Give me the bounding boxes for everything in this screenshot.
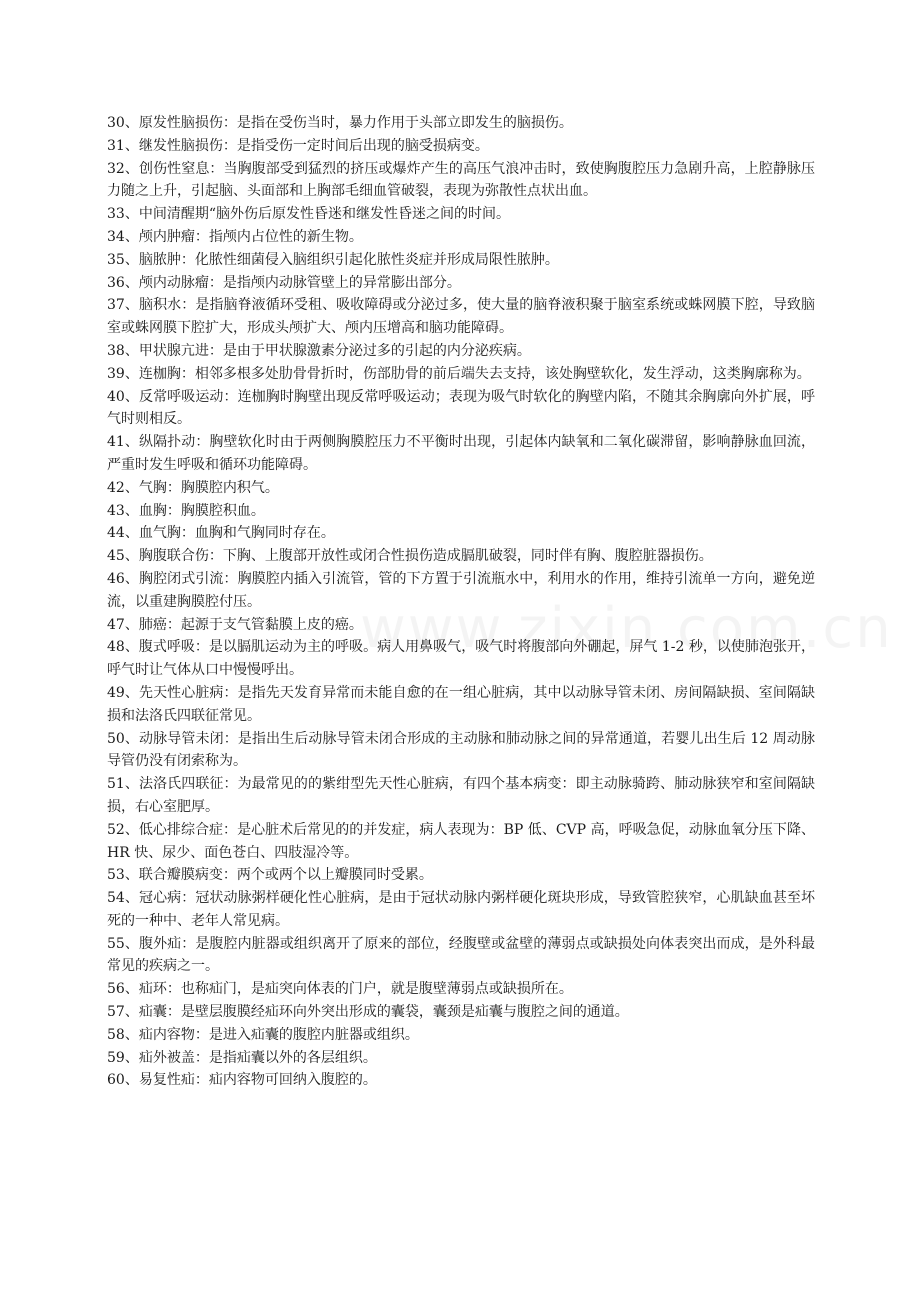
entry-54: 54、冠心病：冠状动脉粥样硬化性心脏病，是由于冠状动脉内粥样硬化斑块形成，导致管腔狭窄，心肌缺血甚至坏死的一种中、老年人常见病。 <box>107 890 815 929</box>
entry-60: 60、易复性疝：疝内容物可回纳入腹腔的。 <box>107 1072 377 1089</box>
entry-55: 55、腹外疝：是腹腔内脏器或组织离开了原来的部位，经腹壁或盆壁的薄弱点或缺损处向体表突出而成，是外科最常见的疾病之一。 <box>107 935 815 975</box>
entry-52: 52、低心排综合症：是心脏术后常见的的并发症，病人表现为：BP 低、CVP 高，呼吸急促，动脉血氧分压下降、HR 快、尿少、面色苍白、四肢湿冷等。 <box>107 821 815 861</box>
entry-32: 32、创伤性窒息：当胸腹部受到猛烈的挤压或爆炸产生的高压气浪冲击时，致使胸腹腔压力急剧升高，上腔静脉压力随之上升，引起脑、头面部和上胸部毛细血管破裂，表现为弥散性点状出血。 <box>107 160 815 200</box>
entry-45: 45、胸腹联合伤：下胸、上腹部开放性或闭合性损伤造成膈肌破裂，同时伴有胸、腹腔脏器损伤。 <box>107 548 713 565</box>
entry-48: 48、腹式呼吸：是以膈肌运动为主的呼吸。病人用鼻吸气，吸气时将腹部向外硼起，屏气 1-2 秒，以使肺泡张开，呼气时让气体从口中慢慢呼出。 <box>107 639 815 679</box>
entry-35: 35、脑脓肿：化脓性细菌侵入脑组织引起化脓性炎症并形成局限性脓肿。 <box>107 251 559 268</box>
entry-41: 41、纵隔扑动：胸壁软化时由于两侧胸膜腔压力不平衡时出现，引起体内缺氧和二氧化碳滞留，影响静脉血回流，严重时发生呼吸和循环功能障碍。 <box>107 434 815 473</box>
entry-43: 43、血胸：胸膜腔积血。 <box>107 502 265 519</box>
entry-46: 46、胸腔闭式引流：胸膜腔内插入引流管，管的下方置于引流瓶水中，利用水的作用，维持引流单一方向，避免逆流，以重建胸膜腔付压。 <box>107 570 815 610</box>
entry-40: 40、反常呼吸运动：连枷胸时胸壁出现反常呼吸运动；表现为吸气时软化的胸壁内陷，不随其余胸廓向外扩展，呼气时则相反。 <box>107 388 815 428</box>
entry-47: 47、肺癌：起源于支气管黏膜上皮的癌。 <box>107 616 363 633</box>
entry-30: 30、原发性脑损伤：是指在受伤当时，暴力作用于头部立即发生的脑损伤。 <box>107 115 573 131</box>
entry-31: 31、继发性脑损伤：是指受伤一定时间后出现的脑受损病变。 <box>107 137 489 154</box>
entry-53: 53、联合瓣膜病变：两个或两个以上瓣膜同时受累。 <box>107 867 433 884</box>
entry-56: 56、疝环：也称疝门，是疝突向体表的门户，就是腹壁薄弱点或缺损所在。 <box>107 981 573 998</box>
entry-50: 50、动脉导管未闭：是指出生后动脉导管未闭合形成的主动脉和肺动脉之间的异常通道，若婴儿出生后 12 周动脉导管仍没有闭索称为。 <box>107 730 815 770</box>
entry-57: 57、疝囊：是壁层腹膜经疝环向外突出形成的囊袋，囊颈是疝囊与腹腔之间的通道。 <box>107 1004 629 1021</box>
entry-42: 42、气胸：胸膜腔内积气。 <box>107 479 279 496</box>
entry-58: 58、疝内容物：是进入疝囊的腹腔内脏器或组织。 <box>107 1026 419 1043</box>
entry-51: 51、法洛氏四联征：为最常见的的紫绀型先天性心脏病，有四个基本病变：即主动脉骑跨、肺动脉狭窄和室间隔缺损，右心室肥厚。 <box>107 776 815 815</box>
entry-59: 59、疝外被盖：是指疝囊以外的各层组织。 <box>107 1049 377 1066</box>
entry-39: 39、连枷胸：相邻多根多处肋骨骨折时，伤部肋骨的前后端失去支持，该处胸壁软化，发生浮动，这类胸廓称为。 <box>107 365 811 382</box>
document-body <box>107 112 815 1092</box>
entry-34: 34、颅内肿瘤：指颅内占位性的新生物。 <box>107 228 363 245</box>
entry-49: 49、先天性心脏病：是指先天发育异常而未能自愈的在一组心脏病，其中以动脉导管未闭、房间隔缺损、室间隔缺损和法洛氏四联征常见。 <box>107 684 815 724</box>
entry-36: 36、颅内动脉瘤：是指颅内动脉管壁上的异常膨出部分。 <box>107 274 461 291</box>
entry-44: 44、血气胸：血胸和气胸同时存在。 <box>107 525 335 542</box>
entry-37: 37、脑积水：是指脑脊液循环受租、吸收障碍或分泌过多，使大量的脑脊液积聚于脑室系统或蛛网膜下腔，导致脑室或蛛网膜下腔扩大，形成头颅扩大、颅内压增高和脑功能障碍。 <box>107 297 815 337</box>
entry-33: 33、中间清醒期“脑外伤后原发性昏迷和继发性昏迷之间的时间。 <box>107 206 510 223</box>
entry-38: 38、甲状腺亢进：是由于甲状腺激素分泌过多的引起的内分泌疾病。 <box>107 342 531 359</box>
